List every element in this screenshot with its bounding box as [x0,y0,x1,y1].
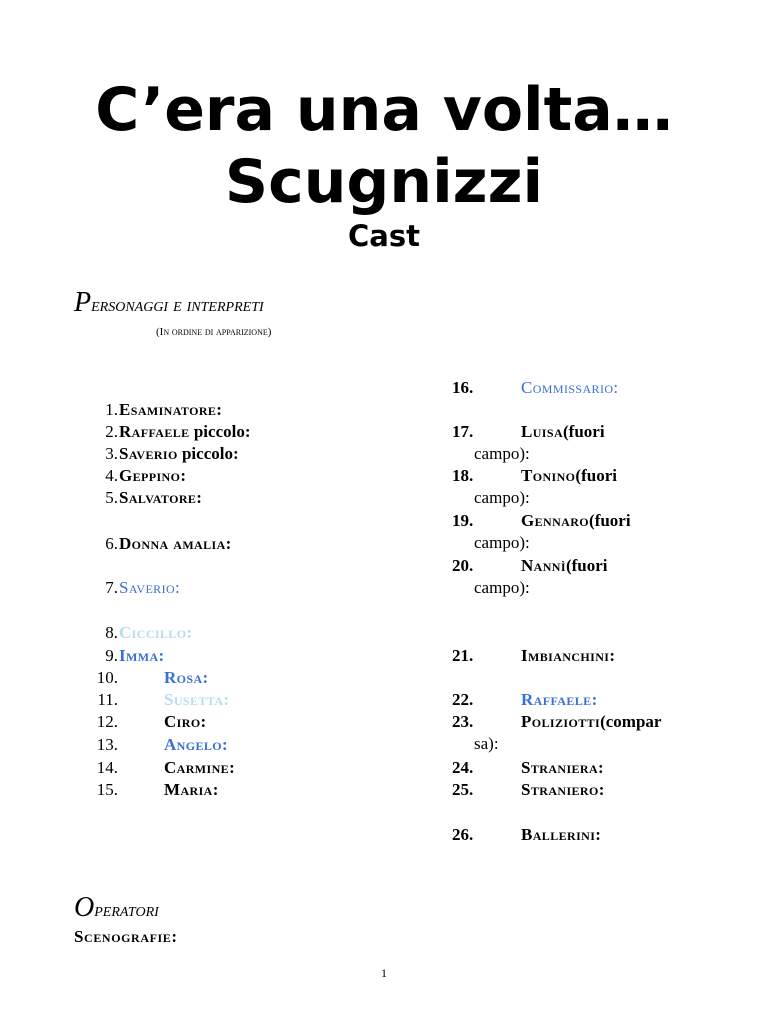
section-heading-personaggi [74,288,264,320]
character-note-continued: campo): [474,444,530,463]
character-name [119,443,239,465]
character-label: Nannì [521,556,566,575]
character-label: Straniera: [521,758,605,777]
character-name [164,689,229,711]
character-name [164,779,219,801]
character-name [119,465,186,487]
character-label: Raffaele [119,422,190,441]
character-note: piccolo: [177,444,239,463]
character-name [164,667,209,689]
character-note: (fuori [565,556,608,575]
character-name [521,689,598,711]
character-note-continued: sa): [474,734,499,753]
document-title-line-2: Scugnizzi [224,147,544,217]
character-label: Imma: [119,646,165,665]
character-label: Ciccillo: [119,623,193,642]
cast-number: 9. [105,646,118,665]
order-note [156,322,271,342]
character-label: Saverio: [119,578,181,597]
character-name [164,711,207,733]
character-name [119,533,232,555]
character-name [521,645,615,667]
cast-number: 22. [452,690,474,709]
cast-number: 14. [96,758,118,777]
heading-rest: ersonaggi e interpreti [91,294,264,316]
cast-number: 6. [105,534,118,553]
character-label: Salvatore: [119,488,203,507]
character-label: Ciro: [164,712,207,731]
cast-number: 3. [105,444,118,463]
character-name [521,555,608,577]
character-label: Gennaro [521,511,590,530]
character-label: Raffaele: [521,690,598,709]
cast-number: 17. [452,422,474,441]
heading-initial: P [74,287,92,318]
character-label: Ballerini: [521,825,602,844]
note-open-paren: ( [156,326,160,338]
character-label: Susetta: [164,690,230,709]
cast-number: 4. [105,466,118,485]
character-name [521,465,617,487]
character-label: Rosa: [164,668,209,687]
character-note: piccolo: [189,422,251,441]
character-note: (fuori [589,511,631,530]
scenografie-label: Scenografie: [74,927,178,946]
cast-number: 11. [97,690,118,709]
cast-number: 1. [105,400,118,419]
cast-number: 25. [452,780,474,799]
character-label: Imbianchini: [521,646,616,665]
cast-number: 18. [452,466,474,485]
character-label: Donna amalia: [119,534,232,553]
character-label: Poliziotti [521,712,601,731]
cast-number: 7. [105,578,118,597]
page-number: 1 [381,966,387,980]
section-heading-operatori [74,893,159,925]
document-title-line-1: C’era una volta… [95,75,673,145]
character-label: Angelo: [164,735,229,754]
character-name [119,645,165,667]
character-label: Saverio [119,444,178,463]
character-note: (fuori [575,466,617,485]
character-label: Commissario: [521,378,619,397]
character-label: Carmine: [164,758,236,777]
cast-number: 21. [452,646,474,665]
cast-number: 16. [452,378,474,397]
note-text: In ordine di apparizione [159,326,268,338]
character-name [521,711,661,733]
character-name [521,421,605,443]
character-label: Esaminatore: [119,400,223,419]
character-name [521,779,605,801]
character-label: Maria: [164,780,219,799]
character-name [119,622,193,644]
character-note-continued: campo): [474,578,530,597]
cast-number: 24. [452,758,474,777]
character-name [521,510,631,532]
cast-number: 2. [105,422,118,441]
character-name [119,399,222,421]
heading-rest: peratori [94,899,159,921]
cast-number: 12. [96,712,118,731]
character-note-continued: campo): [474,533,530,552]
character-label: Straniero: [521,780,605,799]
character-name [119,421,251,443]
character-note-continued: campo): [474,488,530,507]
character-name [119,487,202,509]
character-note: (compar [600,712,662,731]
character-name [119,577,180,599]
cast-number: 26. [452,825,474,844]
character-name [521,824,601,846]
note-close-paren: ) [267,326,272,338]
character-note: (fuori [563,422,605,441]
heading-initial: O [74,892,95,923]
cast-number: 23. [452,712,474,731]
cast-number: 15. [96,780,118,799]
character-name [164,757,235,779]
cast-number: 20. [452,556,474,575]
cast-number: 5. [105,488,118,507]
cast-number: 19. [452,511,474,530]
character-name [521,757,604,779]
character-label: Geppino: [119,466,187,485]
document-subtitle: Cast [348,219,420,253]
cast-number: 13. [96,735,118,754]
character-label: Tonino [521,466,576,485]
character-name [164,734,228,756]
character-label: Luisa [521,422,564,441]
character-name [521,377,619,399]
cast-number: 10. [96,668,118,687]
cast-number: 8. [105,623,118,642]
